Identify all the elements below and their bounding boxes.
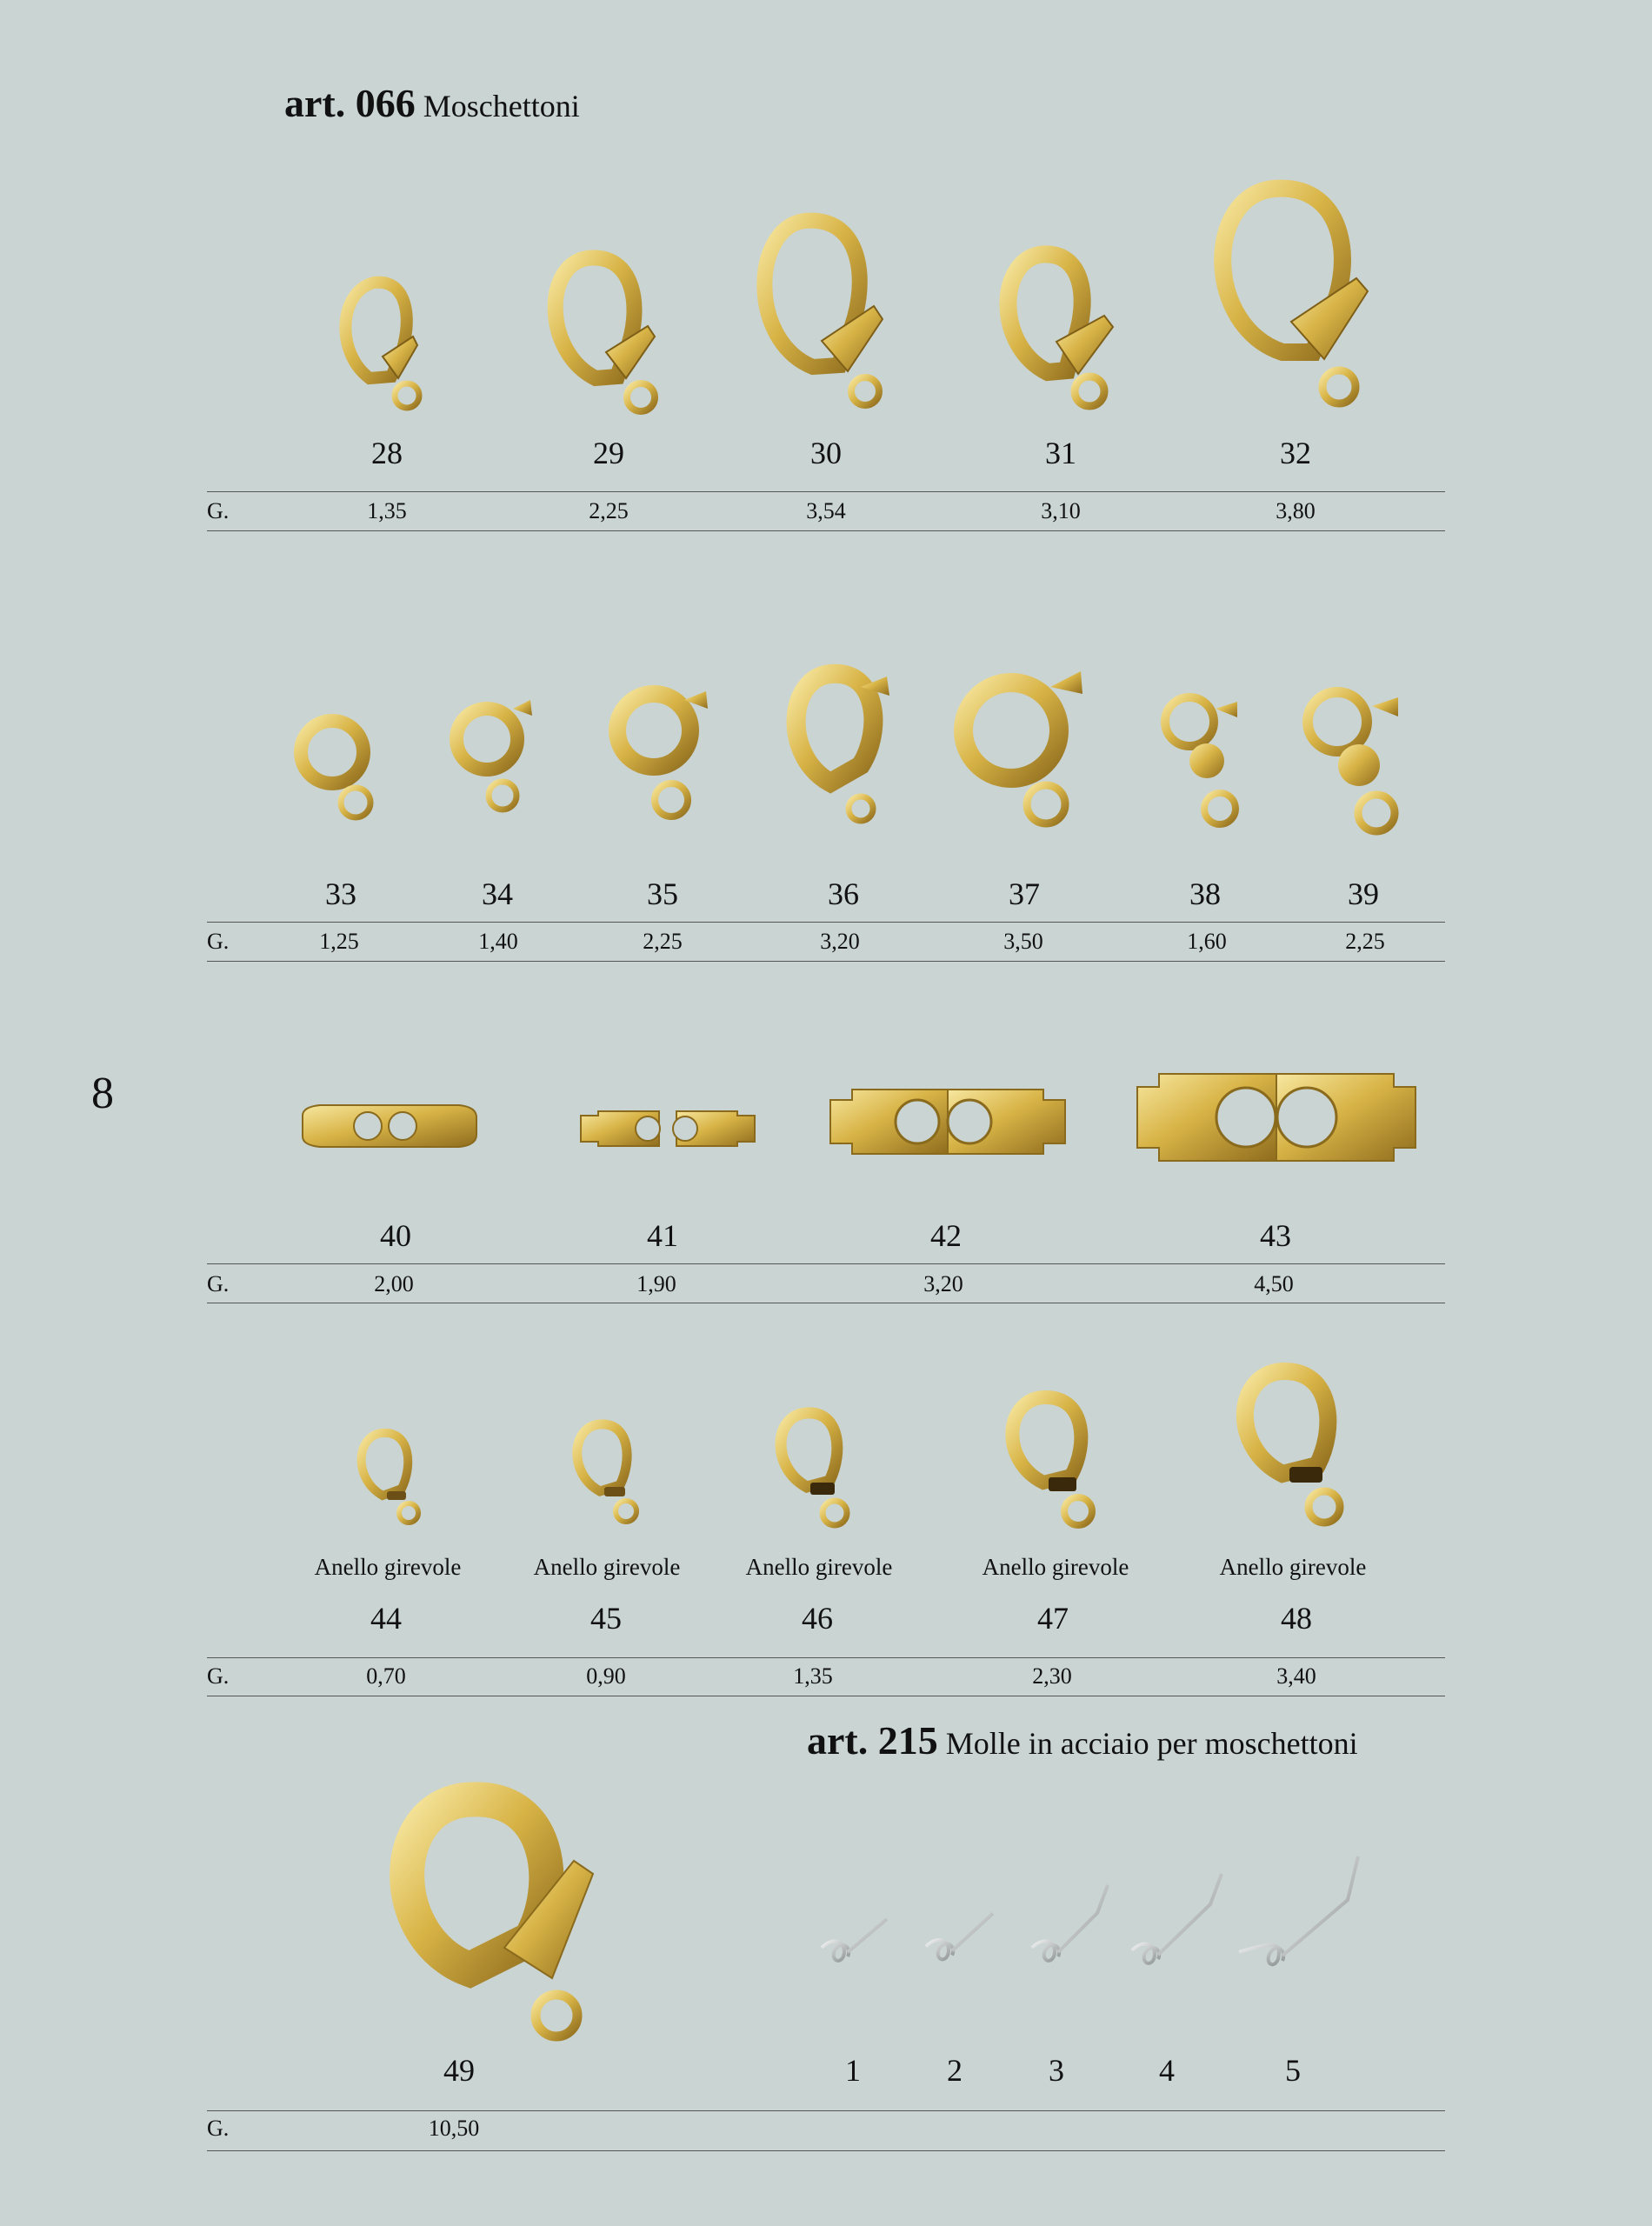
item-weight: 2,00 <box>374 1271 414 1296</box>
item-number: 33 <box>325 876 356 911</box>
lobster-clasp-icon <box>330 274 443 422</box>
divider <box>207 1263 1445 1264</box>
item-weight: 3,40 <box>1276 1663 1316 1689</box>
item-weight: 1,35 <box>367 498 407 523</box>
steel-spring-icon <box>1128 1865 1232 1978</box>
item-weight: 2,25 <box>589 498 629 523</box>
round-clasp-icon <box>1150 683 1263 839</box>
swivel-clasp-icon <box>1222 1361 1369 1535</box>
item-number: 29 <box>593 436 624 470</box>
round-clasp-icon <box>284 709 397 830</box>
item-weight: 1,90 <box>636 1271 676 1296</box>
section-title-215 <box>807 1717 1358 1763</box>
divider <box>207 2110 1445 2111</box>
spring-number: 2 <box>947 2053 963 2088</box>
item-number: 45 <box>590 1601 622 1636</box>
item-number: 42 <box>930 1218 962 1253</box>
divider <box>207 961 1445 962</box>
item-weight: 3,20 <box>820 929 860 954</box>
divider <box>207 530 1445 531</box>
item-number: 31 <box>1045 436 1076 470</box>
item-number: 34 <box>482 876 513 911</box>
lobster-clasp-icon <box>987 242 1135 416</box>
weight-label: G. <box>207 498 230 523</box>
round-clasp-icon <box>942 661 1107 835</box>
item-number: 35 <box>647 876 678 911</box>
lobster-clasp-icon <box>535 248 683 422</box>
steel-spring-icon <box>817 1909 896 1969</box>
spring-number: 1 <box>845 2053 861 2088</box>
item-number: 44 <box>370 1601 402 1636</box>
item-number: 48 <box>1281 1601 1312 1636</box>
item-weight: 3,10 <box>1041 498 1081 523</box>
item-caption: Anello girevole <box>745 1554 893 1580</box>
item-caption: Anello girevole <box>314 1554 462 1580</box>
art-code: art. 215 <box>807 1718 938 1763</box>
item-weight: 3,80 <box>1276 498 1316 523</box>
swivel-clasp-icon <box>763 1404 868 1535</box>
divider <box>207 491 1445 492</box>
double-ring-clasp-icon <box>826 1074 1069 1170</box>
art-name: Molle in acciaio per moschettoni <box>945 1726 1358 1761</box>
item-number: 43 <box>1260 1218 1291 1253</box>
item-weight: 3,20 <box>923 1271 963 1296</box>
item-number: 37 <box>1009 876 1040 911</box>
lobster-clasp-icon <box>1196 178 1396 422</box>
item-weight: 0,90 <box>586 1663 626 1689</box>
weight-label: G. <box>207 1271 230 1296</box>
item-weight: 3,54 <box>806 498 846 523</box>
spring-number: 3 <box>1049 2053 1064 2088</box>
weight-label: G. <box>207 2116 230 2141</box>
weight-label: G. <box>207 1663 230 1689</box>
item-number: 47 <box>1037 1601 1069 1636</box>
divider <box>207 922 1445 923</box>
item-weight: 1,40 <box>478 929 518 954</box>
item-number: 32 <box>1280 436 1311 470</box>
round-clasp-icon <box>443 691 548 830</box>
item-weight: 0,70 <box>366 1663 406 1689</box>
item-weight: 1,25 <box>319 929 359 954</box>
double-ring-clasp-icon <box>576 1094 759 1163</box>
item-number: 28 <box>371 436 403 470</box>
item-number: 40 <box>380 1218 411 1253</box>
lobster-clasp-icon <box>774 661 913 835</box>
item-weight: 3,50 <box>1003 929 1043 954</box>
steel-spring-icon <box>1028 1878 1115 1974</box>
double-ring-clasp-icon <box>294 1091 485 1161</box>
item-number: 38 <box>1189 876 1221 911</box>
item-number: 39 <box>1348 876 1379 911</box>
steel-spring-icon <box>922 1905 1000 1970</box>
lobster-clasp-icon <box>739 210 913 419</box>
page-number: 8 <box>91 1069 114 1118</box>
divider <box>207 2150 1445 2151</box>
weight-label: G. <box>207 929 230 954</box>
section-title-066 <box>284 80 580 126</box>
item-caption: Anello girevole <box>982 1554 1129 1580</box>
steel-spring-icon <box>1235 1848 1374 1978</box>
swivel-clasp-icon <box>561 1417 656 1530</box>
item-weight: 2,25 <box>1345 929 1385 954</box>
swivel-clasp-icon <box>348 1426 435 1530</box>
round-clasp-icon <box>602 678 723 835</box>
item-weight: 1,35 <box>793 1663 833 1689</box>
round-clasp-icon <box>1289 678 1429 843</box>
item-caption: Anello girevole <box>1219 1554 1367 1580</box>
item-weight: 1,60 <box>1187 929 1227 954</box>
item-weight: 10,50 <box>428 2116 480 2141</box>
lobster-clasp-icon <box>365 1783 626 2043</box>
double-ring-clasp-icon <box>1133 1061 1420 1174</box>
spring-number: 5 <box>1285 2053 1301 2088</box>
spring-number: 4 <box>1159 2053 1175 2088</box>
item-number: 49 <box>443 2053 475 2088</box>
item-number: 36 <box>828 876 859 911</box>
swivel-clasp-icon <box>991 1387 1122 1535</box>
art-code: art. 066 <box>284 81 416 125</box>
item-weight: 2,30 <box>1032 1663 1072 1689</box>
item-weight: 4,50 <box>1254 1271 1294 1296</box>
item-number: 30 <box>810 436 842 470</box>
art-name: Moschettoni <box>423 89 580 123</box>
item-caption: Anello girevole <box>533 1554 681 1580</box>
divider <box>207 1657 1445 1658</box>
item-weight: 2,25 <box>643 929 683 954</box>
item-number: 41 <box>647 1218 678 1253</box>
item-number: 46 <box>802 1601 833 1636</box>
